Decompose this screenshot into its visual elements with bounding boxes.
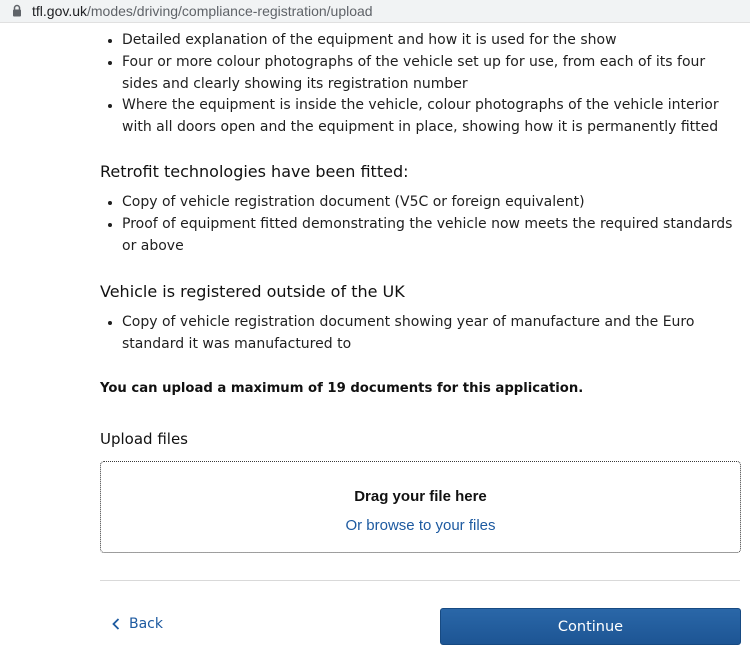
show-vehicle-requirements-list [100, 30, 742, 139]
browse-files-link[interactable]: Or browse to your files [345, 517, 496, 534]
list-item: • Copy of vehicle registration document (V5C or foreign equivalent) [122, 192, 742, 214]
browser-address-bar[interactable] [0, 0, 750, 23]
dropzone-title: Drag your file here [354, 488, 487, 505]
list-item: • Where the equipment is inside the vehicle, colour photographs of the vehicle interior with all doors open and the equipment in place, showing how it is permanently fitted [122, 95, 742, 139]
list-item: • Four or more colour photographs of the vehicle set up for use, from each of its four sides and clearly showing its registration number [122, 52, 742, 96]
chevron-left-icon [112, 618, 120, 630]
outside-uk-heading: Vehicle is registered outside of the UK [100, 282, 405, 302]
continue-button[interactable] [440, 608, 741, 645]
divider [100, 580, 740, 581]
list-item: • Copy of vehicle registration document showing year of manufacture and the Euro standard it was manufactured to [122, 312, 742, 356]
url-host: tfl.gov.uk [32, 3, 87, 19]
file-dropzone[interactable] [100, 461, 741, 553]
retrofit-heading: Retrofit technologies have been fitted: [100, 161, 409, 181]
url-text[interactable] [32, 3, 373, 19]
page-content [100, 30, 742, 449]
back-link[interactable] [112, 616, 163, 632]
upload-files-label: Upload files [100, 429, 188, 448]
list-item: • Proof of equipment fitted demonstrating the vehicle now meets the required standards or above [122, 214, 742, 258]
retrofit-requirements-list [100, 192, 742, 257]
outside-uk-requirements-list [100, 312, 742, 356]
list-item: • Detailed explanation of the equipment and how it is used for the show [122, 30, 742, 52]
url-path: /modes/driving/compliance-registration/upload [87, 3, 373, 19]
continue-label: Continue [557, 618, 624, 635]
upload-limit-note: You can upload a maximum of 19 documents for this application. [100, 380, 584, 396]
lock-icon [12, 4, 22, 17]
back-label: Back [129, 616, 163, 632]
